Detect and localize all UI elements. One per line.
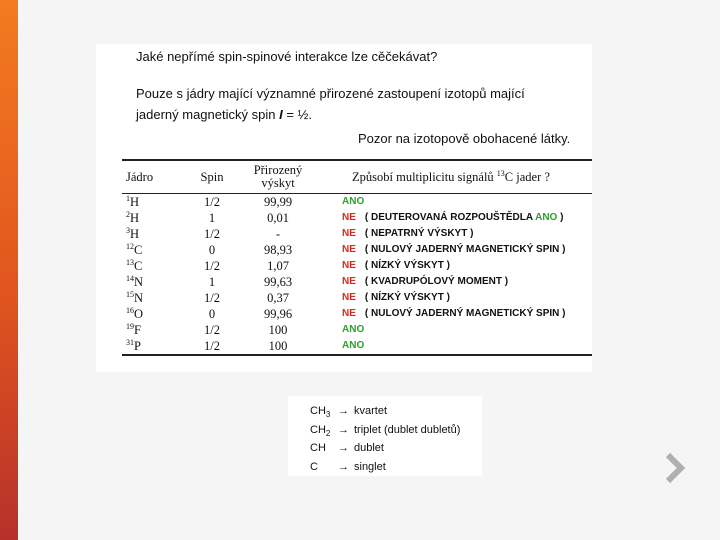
element-symbol: H: [130, 195, 140, 209]
answer-cell: [314, 274, 592, 290]
verdict-label: NE: [342, 228, 356, 239]
spin-cell: 1/2: [204, 227, 220, 241]
spin-cell: 1: [208, 275, 216, 289]
reason-text: ( NÍZKÝ VÝSKYT ): [364, 260, 450, 271]
mass-number: 14: [126, 273, 134, 283]
verdict-label: NE: [342, 260, 356, 271]
mass-number: 19: [126, 321, 134, 331]
multiplicity-line: [310, 421, 460, 439]
spin-cell: 0: [208, 243, 216, 257]
mass-number: 12: [126, 241, 134, 251]
intro-line-1: Pouze s jádry mající významné přirozené zastoupení izotopů mající: [136, 86, 525, 101]
nucleus-cell: [122, 290, 182, 306]
multiplicity-box: [288, 396, 482, 476]
verdict-label: NE: [342, 244, 356, 255]
reason-text: ( NEPATRNÝ VÝSKYT ): [364, 228, 474, 239]
header-answer-suffix: C jader ?: [504, 169, 550, 184]
nuclei-table: [122, 159, 592, 356]
header-occurrence-line-1: Přirozený: [253, 163, 303, 177]
answer-cell: [314, 306, 592, 322]
question-heading: Jaké nepřímé spin-spinové interakce lze cěčekávat?: [136, 49, 438, 64]
arrow-icon: →: [338, 423, 349, 436]
element-symbol: C: [134, 243, 143, 257]
table-row: [122, 338, 592, 355]
spin-cell: 1: [208, 211, 216, 225]
nucleus-cell: [122, 194, 182, 211]
element-symbol: F: [134, 323, 141, 337]
intro-line-2-prefix: jaderný magnetický spin: [136, 107, 280, 122]
verdict-label: ANO: [342, 324, 365, 335]
nucleus-cell: [122, 242, 182, 258]
nucleus-cell: [122, 274, 182, 290]
arrow-icon: →: [338, 442, 349, 454]
nucleus-cell: [122, 322, 182, 338]
header-answer-prefix: Způsobí multiplicitu signálů: [352, 169, 497, 184]
nucleus-cell: [122, 210, 182, 226]
answer-cell: [314, 242, 592, 258]
nucleus-cell: [122, 306, 182, 322]
reason-text: ( NULOVÝ JADERNÝ MAGNETICKÝ SPIN ): [364, 244, 566, 255]
mass-number: 2: [126, 209, 130, 219]
answer-cell: [314, 194, 592, 211]
content-panel: [96, 44, 592, 372]
mass-number: 15: [126, 289, 134, 299]
answer-cell: [314, 226, 592, 242]
isotope-note: Pozor na izotopově obohacené látky.: [358, 131, 571, 146]
reason-tail-text: ): [557, 212, 564, 223]
occurrence-cell: 99,63: [263, 275, 293, 289]
mass-number: 3: [126, 225, 130, 235]
occurrence-cell: 0,01: [267, 211, 289, 225]
header-occurrence: [242, 160, 314, 194]
spin-cell: 1/2: [204, 339, 220, 353]
intro-text: [136, 83, 576, 125]
answer-cell: [314, 338, 592, 355]
header-spin: Spin: [200, 169, 224, 184]
chevron-right-icon[interactable]: [664, 452, 686, 484]
multiplicity-result: triplet (dublet dubletů): [354, 423, 461, 436]
answer-cell: [314, 290, 592, 306]
table-row: [122, 226, 592, 242]
nucleus-cell: [122, 338, 182, 355]
answer-cell: [314, 322, 592, 338]
table-row: [122, 274, 592, 290]
verdict-label: ANO: [342, 196, 365, 207]
element-symbol: N: [134, 291, 144, 305]
table-row: [122, 290, 592, 306]
spin-cell: 1/2: [204, 323, 220, 337]
occurrence-cell: 1,07: [267, 259, 289, 273]
element-symbol: H: [130, 211, 140, 225]
multiplicity-line: [310, 439, 384, 457]
reason-yes-text: ANO: [535, 212, 558, 223]
group-subscript: 3: [325, 410, 331, 420]
table-row: [122, 306, 592, 322]
occurrence-cell: 99,99: [263, 195, 293, 209]
group-symbol: CH: [310, 405, 326, 417]
spin-cell: 1/2: [204, 259, 220, 273]
spin-cell: 0: [208, 307, 216, 321]
table-row: [122, 194, 592, 211]
group-formula: [310, 458, 338, 480]
intro-line-2: [136, 104, 576, 125]
occurrence-cell: 0,37: [267, 291, 289, 305]
element-symbol: P: [134, 339, 141, 353]
occurrence-cell: -: [275, 227, 281, 241]
header-nucleus: Jádro: [126, 169, 154, 184]
reason-text: ( NÍZKÝ VÝSKYT ): [364, 292, 450, 303]
answer-cell: [314, 210, 592, 226]
verdict-label: NE: [342, 212, 356, 223]
mass-number: 1: [126, 193, 130, 203]
accent-sidebar: [0, 0, 18, 540]
reason-text: ( DEUTEROVANÁ ROZPOUŠTĚDLA: [364, 212, 536, 223]
verdict-label: NE: [342, 308, 356, 319]
header-occurrence-line-2: výskyt: [261, 176, 295, 190]
table-header-row: [122, 160, 592, 194]
group-symbol: CH: [310, 423, 326, 436]
element-symbol: N: [134, 275, 144, 289]
intro-line-2-suffix: = ½.: [282, 107, 312, 122]
reason-text: ( KVADRUPÓLOVÝ MOMENT ): [364, 276, 509, 287]
group-symbol: CH: [310, 442, 326, 454]
verdict-label: ANO: [342, 340, 365, 351]
occurrence-cell: 99,96: [263, 307, 293, 321]
multiplicity-result: dublet: [354, 442, 384, 454]
occurrence-cell: 100: [268, 323, 288, 337]
spin-cell: 1/2: [204, 291, 220, 305]
multiplicity-line: [310, 402, 387, 420]
table-row: [122, 258, 592, 274]
group-subscript: 2: [325, 428, 331, 438]
answer-cell: [314, 258, 592, 274]
mass-number: 13: [126, 257, 134, 267]
verdict-label: NE: [342, 292, 356, 303]
reason-text: ( NULOVÝ JADERNÝ MAGNETICKÝ SPIN ): [364, 308, 566, 319]
header-answer-mass: 13: [496, 168, 505, 178]
mass-number: 16: [126, 305, 134, 315]
element-symbol: C: [134, 259, 143, 273]
multiplicity-result: kvartet: [354, 405, 388, 417]
spin-symbol: I: [279, 107, 283, 122]
arrow-icon: →: [338, 460, 349, 473]
verdict-label: NE: [342, 276, 356, 287]
arrow-icon: →: [338, 405, 349, 417]
spin-cell: 1/2: [204, 195, 220, 209]
table-row: [122, 242, 592, 258]
multiplicity-line: [310, 458, 386, 476]
occurrence-cell: 100: [268, 339, 288, 353]
element-symbol: O: [134, 307, 144, 321]
nucleus-cell: [122, 226, 182, 242]
nucleus-cell: [122, 258, 182, 274]
table-row: [122, 210, 592, 226]
mass-number: 31: [126, 337, 134, 347]
element-symbol: H: [130, 227, 140, 241]
header-answer: [314, 160, 592, 194]
occurrence-cell: 98,93: [263, 243, 293, 257]
multiplicity-result: singlet: [354, 460, 386, 473]
table-row: [122, 322, 592, 338]
group-symbol: C: [310, 460, 318, 473]
